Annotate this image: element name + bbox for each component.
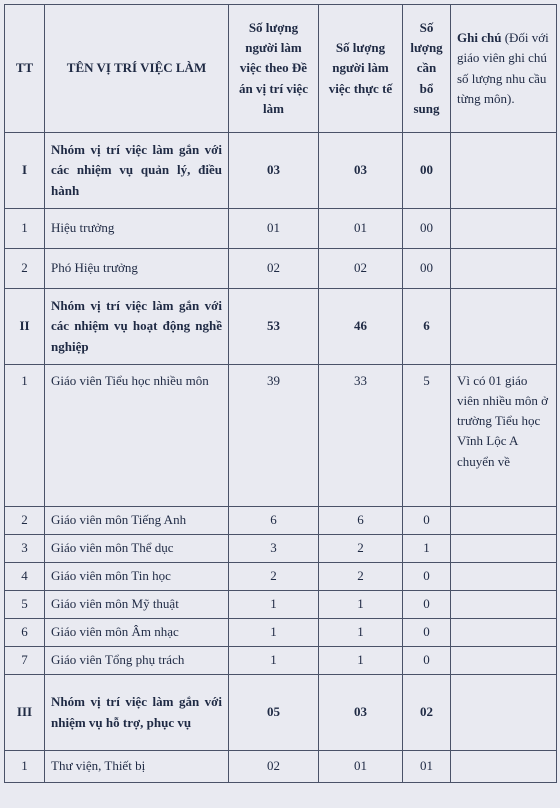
row-position-name: Giáo viên môn Thể dục [45,535,229,563]
table-group-row [5,675,557,751]
row-actual: 1 [319,591,403,619]
row-additional: 6 [403,289,451,365]
row-planned: 6 [229,507,319,535]
row-additional: 0 [403,647,451,675]
row-planned: 1 [229,647,319,675]
row-actual: 33 [319,365,403,507]
row-note [451,751,557,783]
row-note [451,289,557,365]
row-additional: 0 [403,619,451,647]
row-position-name: Thư viện, Thiết bị [45,751,229,783]
row-additional: 0 [403,591,451,619]
row-tt: 7 [5,647,45,675]
table-row [5,619,557,647]
row-planned: 2 [229,563,319,591]
row-tt: II [5,289,45,365]
table-row [5,535,557,563]
header-note [451,5,557,133]
table-row [5,751,557,783]
header-position: TÊN VỊ TRÍ VIỆC LÀM [45,5,229,133]
row-actual: 01 [319,209,403,249]
row-planned: 05 [229,675,319,751]
row-actual: 03 [319,675,403,751]
row-position-name: Nhóm vị trí việc làm gắn với nhiệm vụ hỗ trợ, phục vụ [45,675,229,751]
table-group-row [5,289,557,365]
row-tt: III [5,675,45,751]
table-row [5,647,557,675]
row-actual: 46 [319,289,403,365]
row-planned: 03 [229,133,319,209]
row-tt: 1 [5,209,45,249]
row-note [451,563,557,591]
table-header-row [5,5,557,133]
table-row [5,249,557,289]
row-note [451,507,557,535]
row-note [451,647,557,675]
row-note [451,675,557,751]
row-additional: 01 [403,751,451,783]
row-additional: 00 [403,209,451,249]
row-additional: 0 [403,563,451,591]
row-additional: 00 [403,249,451,289]
row-tt: 1 [5,751,45,783]
row-actual: 1 [319,619,403,647]
row-planned: 3 [229,535,319,563]
row-note [451,209,557,249]
table-row [5,209,557,249]
row-tt: 5 [5,591,45,619]
row-actual: 2 [319,535,403,563]
table-body [5,133,557,783]
row-note [451,619,557,647]
row-additional: 5 [403,365,451,507]
row-planned: 39 [229,365,319,507]
row-additional: 0 [403,507,451,535]
table-row [5,507,557,535]
row-tt: 2 [5,507,45,535]
row-tt: I [5,133,45,209]
row-tt: 4 [5,563,45,591]
row-additional: 02 [403,675,451,751]
row-actual: 03 [319,133,403,209]
row-tt: 3 [5,535,45,563]
row-planned: 1 [229,619,319,647]
row-note [451,133,557,209]
header-actual: Số lượng người làm việc thực tế [319,5,403,133]
row-position-name: Nhóm vị trí việc làm gắn với các nhiệm vụ hoạt động nghề nghiệp [45,289,229,365]
table-group-row [5,133,557,209]
row-position-name: Giáo viên Tiểu học nhiều môn [45,365,229,507]
header-planned: Số lượng người làm việc theo Đề án vị trí việc làm [229,5,319,133]
header-additional: Số lượng cần bổ sung [403,5,451,133]
row-position-name: Giáo viên môn Mỹ thuật [45,591,229,619]
row-tt: 6 [5,619,45,647]
staffing-table [4,4,557,783]
row-actual: 1 [319,647,403,675]
row-actual: 6 [319,507,403,535]
header-note-rest: (Đối với giáo viên ghi chú số lượng nhu cầu từng môn). [457,30,549,106]
row-additional: 1 [403,535,451,563]
row-position-name: Nhóm vị trí việc làm gắn với các nhiệm vụ quản lý, điều hành [45,133,229,209]
header-note-bold: Ghi chú [457,30,502,46]
row-planned: 02 [229,249,319,289]
row-position-name: Giáo viên môn Tiếng Anh [45,507,229,535]
table-row [5,563,557,591]
row-note [451,535,557,563]
row-note [451,591,557,619]
row-planned: 53 [229,289,319,365]
row-position-name: Hiệu trưởng [45,209,229,249]
row-note [451,249,557,289]
row-position-name: Giáo viên môn Âm nhạc [45,619,229,647]
row-tt: 1 [5,365,45,507]
row-actual: 02 [319,249,403,289]
row-note: Vì có 01 giáo viên nhiều môn ở trường Tiểu học Vĩnh Lộc A chuyển về [451,365,557,507]
row-additional: 00 [403,133,451,209]
table-row [5,591,557,619]
row-tt: 2 [5,249,45,289]
row-actual: 01 [319,751,403,783]
row-position-name: Giáo viên môn Tin học [45,563,229,591]
header-tt: TT [5,5,45,133]
row-planned: 02 [229,751,319,783]
row-position-name: Phó Hiệu trưởng [45,249,229,289]
row-actual: 2 [319,563,403,591]
row-planned: 01 [229,209,319,249]
row-position-name: Giáo viên Tổng phụ trách [45,647,229,675]
table-row [5,365,557,507]
row-planned: 1 [229,591,319,619]
